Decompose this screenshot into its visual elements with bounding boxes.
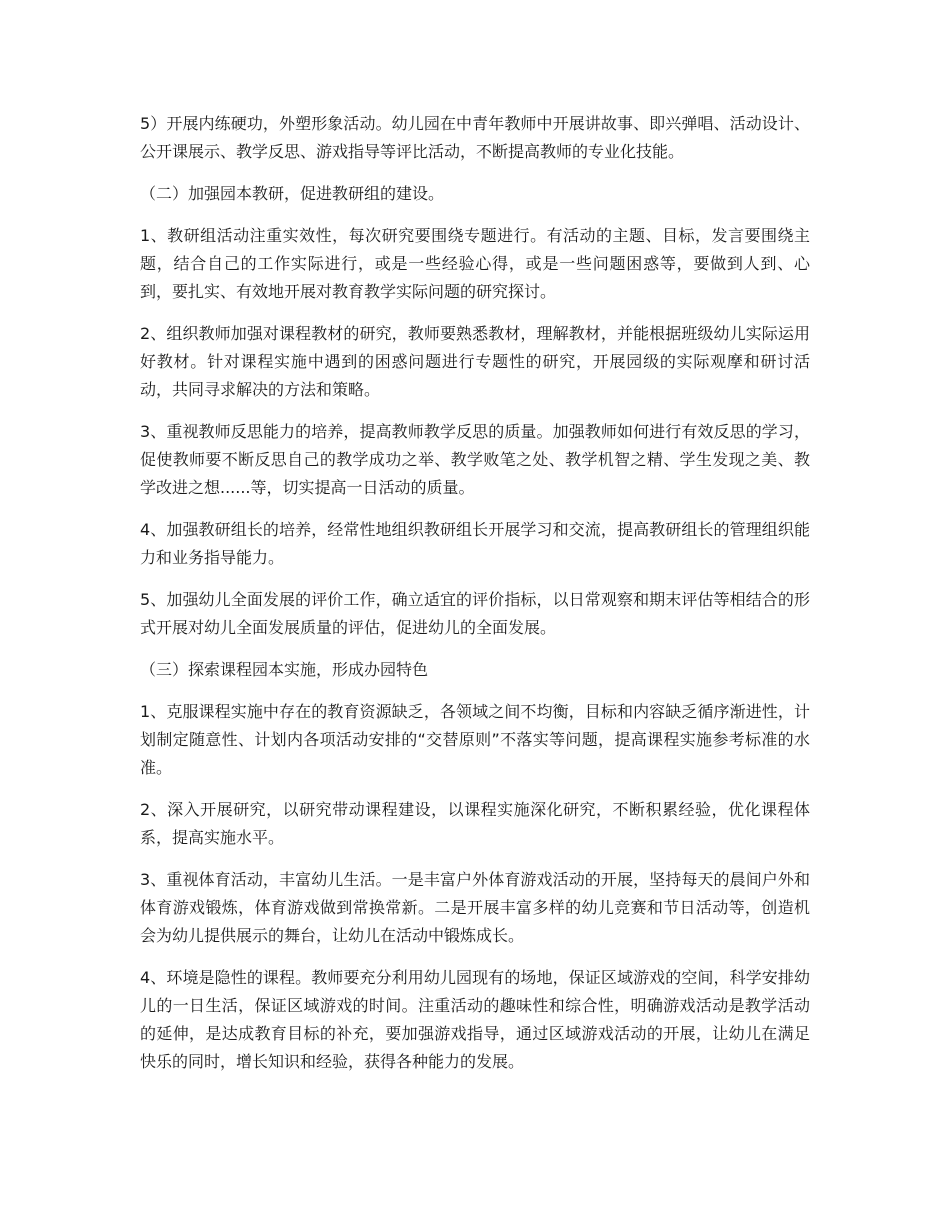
paragraph-evaluation: 5、加强幼儿全面发展的评价工作，确立适宜的评价指标，以日常观察和期末评估等相结合的形式开展对幼儿全面发展质量的评估，促进幼儿的全面发展。 — [140, 590, 810, 637]
section-heading-3: （三）探索课程园本实施，形成办园特色 — [140, 660, 429, 679]
document-page — [140, 110, 810, 1090]
section-heading-2: （二）加强园本教研，促进教研组的建设。 — [140, 184, 445, 203]
paragraph-curriculum-issues: 1、克服课程实施中存在的教育资源缺乏，各领域之间不均衡，目标和内容缺乏循序渐进性，计划制定随意性、计划内各项活动安排的“交替原则”不落实等问题，提高课程实施参考标准的水准。 — [140, 702, 810, 777]
paragraph-curriculum-study: 2、组织教师加强对课程教材的研究，教师要熟悉教材，理解教材，并能根据班级幼儿实际运用好教材。针对课程实施中遇到的困惑问题进行专题性的研究，开展园级的实际观摩和研讨活动，共同寻求解决的方法和策略。 — [140, 324, 810, 399]
paragraph-environment: 4、环境是隐性的课程。教师要充分利用幼儿园现有的场地，保证区域游戏的空间，科学安排幼儿的一日生活，保证区域游戏的时间。注重活动的趣味性和综合性，明确游戏活动是教学活动的延伸，是达成教育目标的补充，要加强游戏指导，通过区域游戏活动的开展，让幼儿在满足快乐的同时，增长知识和经验，获得各种能力的发展。 — [140, 968, 810, 1071]
paragraph-reflection: 3、重视教师反思能力的培养，提高教师教学反思的质量。加强教师如何进行有效反思的学习，促使教师要不断反思自己的教学成功之举、教学败笔之处、教学机智之精、学生发现之美、教学改进之想......等，切实提高一日活动的质量。 — [140, 422, 810, 497]
paragraph-physical-activity: 3、重视体育活动，丰富幼儿生活。一是丰富户外体育游戏活动的开展，坚持每天的晨间户外和体育游戏锻炼，体育游戏做到常换常新。二是开展丰富多样的幼儿竞赛和节日活动等，创造机会为幼儿提供展示的舞台，让幼儿在活动中锻炼成长。 — [140, 870, 810, 945]
paragraph-skills-activity: 5）开展内练硬功，外塑形象活动。幼儿园在中青年教师中开展讲故事、即兴弹唱、活动设计、公开课展示、教学反思、游戏指导等评比活动，不断提高教师的专业化技能。 — [140, 114, 810, 161]
paragraph-research-group: 1、教研组活动注重实效性，每次研究要围绕专题进行。有活动的主题、目标，发言要围绕主题，结合自己的工作实际进行，或是一些经验心得，或是一些问题困惑等，要做到人到、心到，要扎实、有效地开展对教育教学实际问题的研究探讨。 — [140, 226, 810, 301]
paragraph-deep-research: 2、深入开展研究，以研究带动课程建设，以课程实施深化研究，不断积累经验，优化课程体系，提高实施水平。 — [140, 800, 810, 847]
paragraph-group-leader: 4、加强教研组长的培养，经常性地组织教研组长开展学习和交流，提高教研组长的管理组织能力和业务指导能力。 — [140, 520, 810, 567]
